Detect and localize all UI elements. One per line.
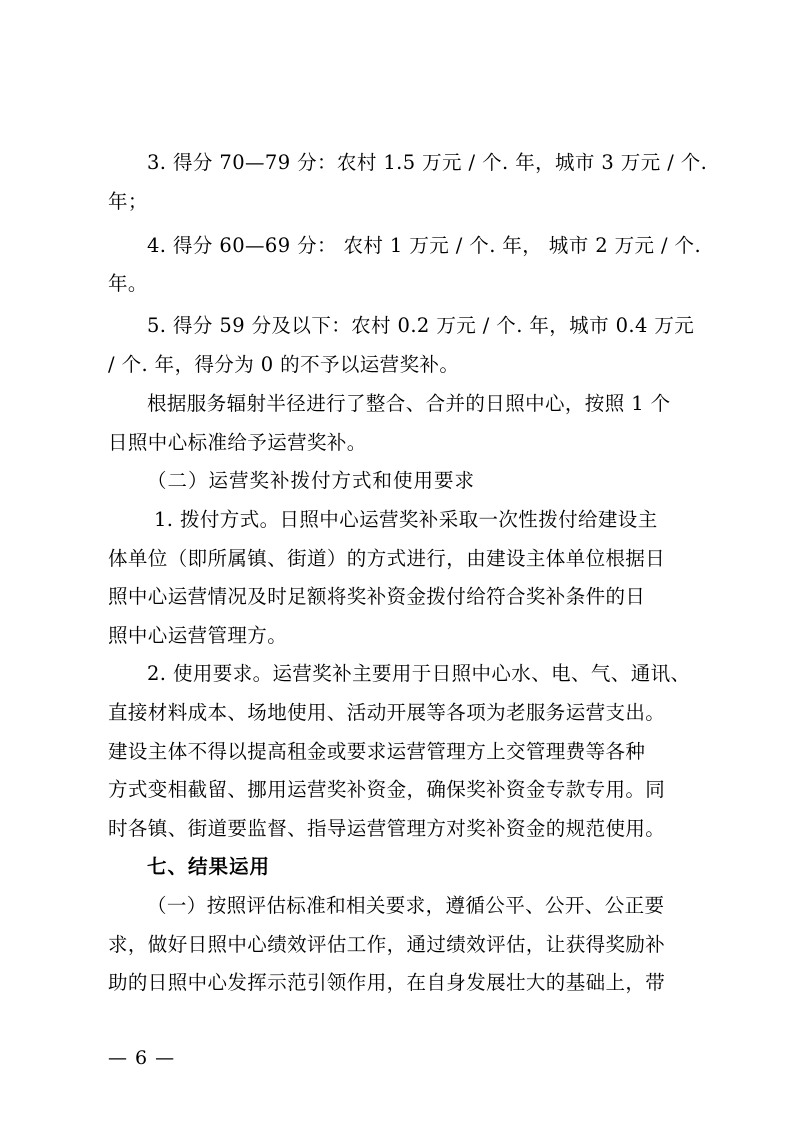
paragraph-payment-line-2: 体单位（即所属镇、街道）的方式进行，由建设主体单位根据日 [108,547,666,570]
paragraph-results-line-2: 求，做好日照中心绩效评估工作，通过绩效评估，让获得奖励补 [108,933,666,956]
paragraph-score-59-below-line-2: / 个. 年，得分为 0 的不予以运营奖补。 [108,353,460,376]
paragraph-merge-line-1: 根据服务辐射半径进行了整合、合并的日照中心，按照 1 个 [147,392,671,415]
paragraph-results-line-3: 助的日照中心发挥示范引领作用，在自身发展壮大的基础上，带 [108,971,666,994]
paragraph-payment-line-4: 照中心运营管理方。 [108,624,288,647]
section-heading-payment-method: （二）运营奖补拨付方式和使用要求 [147,469,476,492]
paragraph-merge-line-2: 日照中心标准给予运营奖补。 [108,431,367,454]
paragraph-score-59-below-line-1: 5. 得分 59 分及以下：农村 0.2 万元 / 个. 年，城市 0.4 万元 [147,314,695,337]
paragraph-score-60-69-line-1: 4. 得分 60—69 分： 农村 1 万元 / 个. 年， 城市 2 万元 / 个. [147,234,702,257]
paragraph-score-70-79-line-2: 年； [108,190,148,213]
paragraph-usage-line-2: 直接材料成本、场地使用、活动开展等各项为老服务运营支出。 [108,701,666,724]
paragraph-results-line-1: （一）按照评估标准和相关要求，遵循公平、公开、公正要 [147,894,665,917]
page-number: — 6 — [108,1047,176,1069]
section-heading-results: 七、结果运用 [147,855,271,878]
paragraph-usage-line-5: 时各镇、街道要监督、指导运营管理方对奖补资金的规范使用。 [108,817,666,840]
paragraph-payment-line-3: 照中心运营情况及时足额将奖补资金拨付给符合奖补条件的日 [108,585,646,608]
paragraph-score-60-69-line-2: 年。 [108,272,148,295]
paragraph-payment-line-1: 1. 拨付方式。日照中心运营奖补采取一次性拨付给建设主 [154,508,658,531]
paragraph-usage-line-1: 2. 使用要求。运营奖补主要用于日照中心水、电、气、通讯、 [147,662,691,685]
paragraph-score-70-79-line-1: 3. 得分 70—79 分：农村 1.5 万元 / 个. 年，城市 3 万元 / 个. [147,151,708,174]
paragraph-usage-line-4: 方式变相截留、挪用运营奖补资金，确保奖补资金专款专用。同 [108,778,666,801]
paragraph-usage-line-3: 建设主体不得以提高租金或要求运营管理方上交管理费等各种 [108,740,646,763]
